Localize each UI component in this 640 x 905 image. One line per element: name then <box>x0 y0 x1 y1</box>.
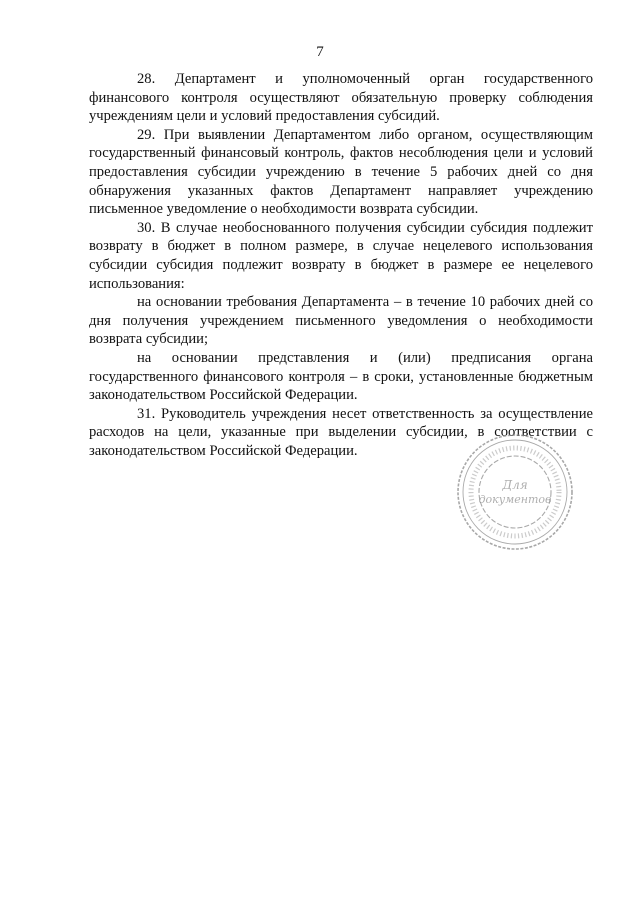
svg-text:Для: Для <box>502 478 528 492</box>
official-seal-stamp <box>455 432 575 552</box>
paragraph-29: 29. При выявлении Департаментом либо органом, осуществляющим государственный финансовый контроль, фактов несоблюдения цели и условий предоставления субсидии учреждению в течение 5 рабочих дней со дня обнаружения указанных фактов Департамент направляет учреждению письменное уведомление о необходимости возврата субсидии. <box>89 126 593 218</box>
svg-text:документов: документов <box>478 493 552 506</box>
paragraph-30-item-1: на основании требования Департамента – в течение 10 рабочих дней со дня получения учреждением письменного уведомления о необходимости возврата субсидии; <box>89 294 593 348</box>
page-number: 7 <box>316 44 324 60</box>
paragraph-28: 28. Департамент и уполномоченный орган государственного финансового контроля осуществляют обязательную проверку соблюдения учреждениям цели и условий предоставления субсидий. <box>89 71 593 125</box>
paragraph-30: 30. В случае необоснованного получения субсидии субсидия подлежит возврату в бюджет в полном размере, в случае нецелевого использования субсидии субсидия подлежит возврату в бюджет в размере ее нецелевого использования: <box>89 219 593 292</box>
document-body <box>89 70 593 460</box>
paragraph-30-item-2: на основании представления и (или) предписания органа государственного финансового контроля – в сроки, установленные бюджетным законодательством Российской Федерации. <box>89 349 593 404</box>
paragraph-31: 31. Руководитель учреждения несет ответственность за осуществление расходов на цели, указанные при выделении субсидии, в соответствии с законодательством Российской Федерации. <box>89 405 593 459</box>
